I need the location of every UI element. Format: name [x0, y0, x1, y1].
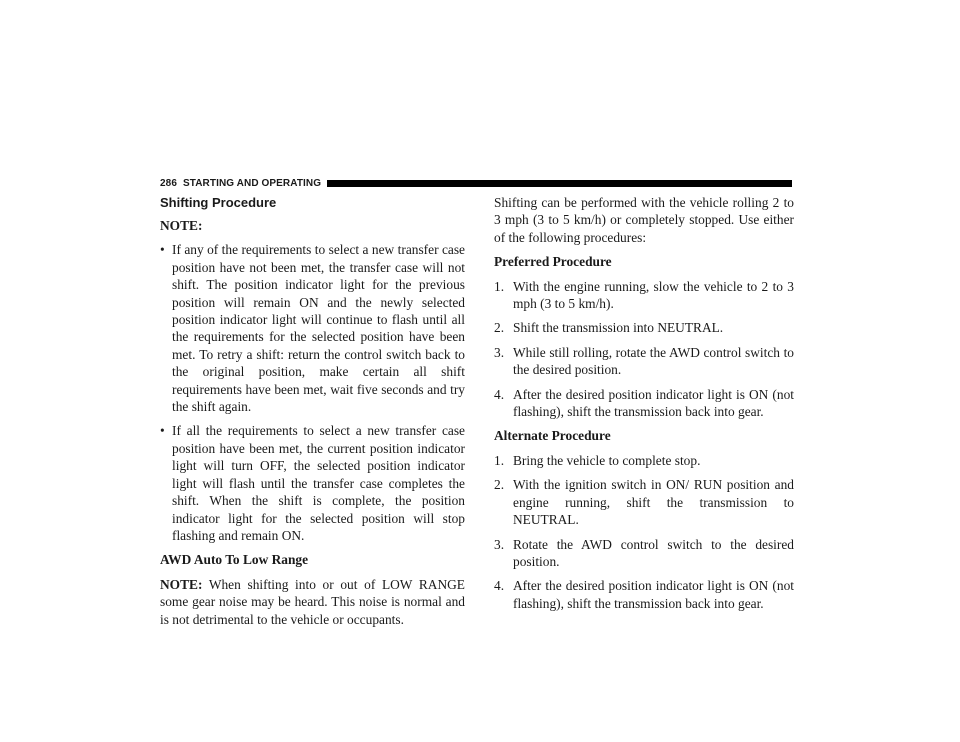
bullet-text: If all the requirements to select a new transfer case position have been met, the current position indicator light will turn OFF, the selected position indicator light will flash until the transfer case completes the shift. When the shift is complete, the position indicator light for the selected position will stop flashing and remain ON.	[172, 423, 465, 543]
step-number: 4.	[494, 578, 505, 594]
step-text: While still rolling, rotate the AWD control switch to the desired position.	[513, 344, 794, 378]
page-header	[160, 176, 792, 190]
step-number: 3.	[494, 344, 505, 360]
note-label: NOTE:	[160, 576, 203, 592]
step-text: After the desired position indicator light is ON (not flashing), shift the transmission back into gear.	[513, 386, 794, 420]
list-item	[494, 319, 794, 336]
list-item	[160, 422, 465, 544]
note-paragraph	[160, 576, 465, 628]
step-text: With the engine running, slow the vehicle to 2 to 3 mph (3 to 5 km/h).	[513, 278, 794, 312]
right-column	[494, 194, 794, 619]
alternate-procedure-title: Alternate Procedure	[494, 428, 611, 444]
step-text: Rotate the AWD control switch to the desired position.	[513, 536, 794, 569]
preferred-procedure-title: Preferred Procedure	[494, 254, 612, 270]
step-number: 3.	[494, 536, 505, 552]
page-number: 286	[160, 177, 177, 189]
bullet-mark: •	[160, 423, 165, 439]
bullet-mark: •	[160, 242, 165, 258]
section-heading: Shifting Procedure	[160, 195, 277, 210]
list-item	[494, 476, 794, 528]
section-title: STARTING AND OPERATING	[183, 177, 322, 189]
step-number: 4.	[494, 386, 505, 402]
list-item	[160, 241, 465, 415]
step-number: 1.	[494, 278, 505, 294]
step-text: With the ignition switch in ON/ RUN position and engine running, shift the transmission to NEUTRAL.	[513, 477, 794, 528]
subheading: AWD Auto To Low Range	[160, 552, 309, 568]
list-item	[494, 452, 794, 469]
list-item	[494, 536, 794, 571]
step-number: 2.	[494, 477, 505, 493]
step-text: Shift the transmission into NEUTRAL.	[513, 320, 724, 336]
step-text: Bring the vehicle to complete stop.	[513, 452, 701, 468]
list-item	[494, 577, 794, 612]
left-column	[160, 194, 465, 635]
intro-paragraph: Shifting can be performed with the vehicle rolling 2 to 3 mph (3 to 5 km/h) or completely stopped. Use either of the following procedures:	[494, 195, 794, 245]
step-text: After the desired position indicator light is ON (not flashing), shift the transmission back into gear.	[513, 578, 794, 611]
note-text: When shifting into or out of LOW RANGE some gear noise may be heard. This noise is normal and is not detrimental to the vehicle or occupants.	[160, 576, 465, 627]
list-item	[494, 386, 794, 421]
header-rule	[327, 180, 792, 187]
step-number: 1.	[494, 452, 505, 468]
list-item	[494, 344, 794, 379]
bullet-text: If any of the requirements to select a new transfer case position have not been met, the transfer case will not shift. The position indicator light for the previous position will remain ON and the newly selected position indicator light will continue to flash until all the requirements for the selected position have been met. To retry a shift: return the control switch back to the original position, make certain all shift requirements have been met, wait five seconds and try the shift again.	[172, 242, 465, 415]
note-label: NOTE:	[160, 218, 203, 233]
list-item	[494, 278, 794, 313]
step-number: 2.	[494, 320, 505, 336]
